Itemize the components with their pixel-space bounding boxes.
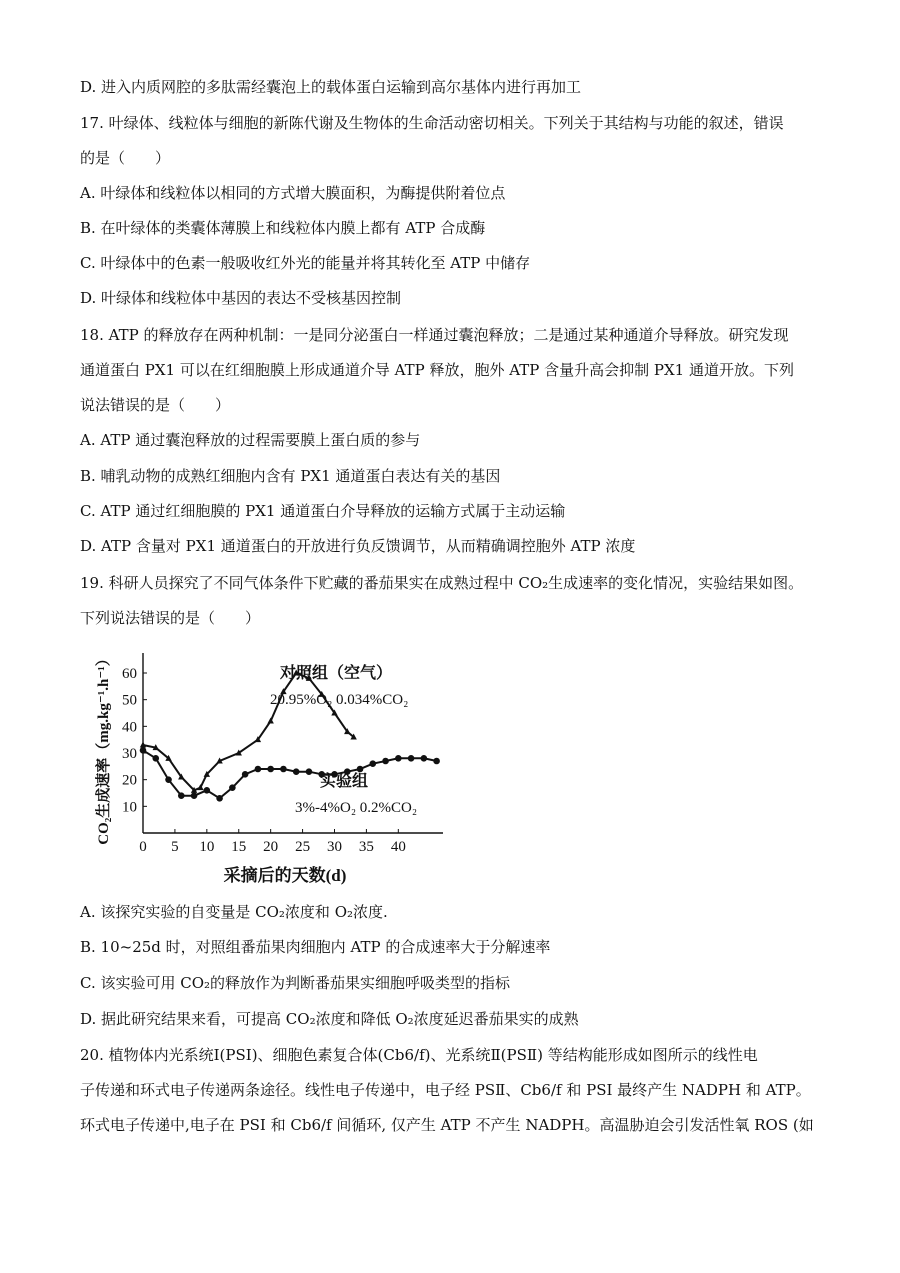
data-point — [306, 768, 313, 775]
data-point — [357, 766, 364, 773]
text-line: B. 哺乳动物的成熟红细胞内含有 PX1 通道蛋白表达有关的基因 — [80, 467, 501, 485]
data-point — [421, 755, 428, 762]
chart-axes — [122, 653, 443, 855]
data-point — [395, 755, 402, 762]
x-tick-label: 35 — [358, 839, 374, 855]
x-tick-label: 0 — [139, 839, 147, 855]
text-line: C. 该实验可用 CO₂的释放作为判断番茄果实细胞呼吸类型的指标 — [80, 974, 511, 992]
text-line: 19. 科研人员探究了不同气体条件下贮藏的番茄果实在成熟过程中 CO₂生成速率的变化情况，实验结果如图。 — [80, 574, 804, 592]
x-tick-label: 5 — [171, 839, 179, 855]
x-tick-label: 30 — [326, 839, 342, 855]
x-tick-label: 15 — [231, 839, 247, 855]
data-point — [140, 747, 147, 754]
data-point — [191, 792, 198, 799]
data-point — [293, 768, 300, 775]
co2-rate-chart — [90, 640, 470, 890]
data-point — [369, 760, 376, 767]
y-tick-label: 20 — [122, 772, 137, 789]
x-tick-label: 25 — [295, 839, 311, 855]
x-axis-title: 采摘后的天数(d) — [223, 866, 347, 885]
series-name-label: 对照组（空气） — [280, 665, 393, 682]
text-line: D. 据此研究结果来看，可提高 CO₂浓度和降低 O₂浓度延迟番茄果实的成熟 — [80, 1010, 579, 1028]
text-line: A. 该探究实验的自变量是 CO₂浓度和 O₂浓度. — [80, 903, 388, 921]
data-point — [267, 766, 274, 773]
data-point — [178, 792, 185, 799]
series-line-2 — [143, 750, 437, 798]
x-tick-label: 40 — [390, 839, 406, 855]
y-axis-title: CO₂生成速率（mg.kg⁻¹.h⁻¹） — [96, 651, 112, 845]
data-point — [204, 787, 211, 794]
text-line: A. 叶绿体和线粒体以相同的方式增大膜面积，为酶提供附着位点 — [80, 184, 506, 202]
y-tick-label: 40 — [122, 719, 137, 736]
text-line: 20. 植物体内光系统Ⅰ(PSⅠ)、细胞色素复合体(Cb6/f)、光系统Ⅱ(PSⅡ) 等结构能形成如图所示的线性电 — [80, 1046, 758, 1064]
text-line: 下列说法错误的是（ ） — [80, 609, 261, 627]
x-tick-label: 20 — [263, 839, 279, 855]
y-tick-label: 60 — [122, 666, 137, 682]
chart-series — [140, 670, 440, 802]
text-line: C. ATP 通过红细胞膜的 PX1 通道蛋白介导释放的运输方式属于主动运输 — [80, 502, 566, 520]
text-line: A. ATP 通过囊泡释放的过程需要膜上蛋白质的参与 — [80, 431, 421, 449]
y-tick-label: 50 — [122, 692, 137, 709]
data-point — [229, 784, 236, 791]
text-line: 子传递和环式电子传递两条途径。线性电子传递中，电子经 PSⅡ、Cb6/f 和 PSI 最终产生 NADPH 和 ATP。 — [80, 1081, 811, 1099]
data-point — [433, 758, 440, 765]
data-point — [152, 755, 159, 762]
text-line: D. 叶绿体和线粒体中基因的表达不受核基因控制 — [80, 289, 402, 307]
text-line: B. 10~25d 时，对照组番茄果肉细胞内 ATP 的合成速率大于分解速率 — [80, 938, 551, 956]
text-line: 18. ATP 的释放存在两种机制：一是同分泌蛋白一样通过囊泡释放；二是通过某种通道介导释放。研究发现 — [80, 326, 789, 344]
y-tick-label: 30 — [122, 746, 137, 762]
y-tick-label: 10 — [122, 799, 137, 816]
text-line: D. 进入内质网腔的多肽需经囊泡上的载体蛋白运输到高尔基体内进行再加工 — [80, 78, 582, 96]
data-point — [216, 795, 223, 802]
data-point — [165, 776, 172, 783]
series-condition-label: 20.95%O₂ 0.034%CO₂ — [270, 692, 409, 708]
text-line: 17. 叶绿体、线粒体与细胞的新陈代谢及生物体的生命活动密切相关。下列关于其结构与功能的叙述，错误 — [80, 114, 784, 132]
text-line: 环式电子传递中,电子在 PSI 和 Cb6/f 间循环, 仅产生 ATP 不产生 NADPH。高温胁迫会引发活性氧 ROS (如 — [80, 1116, 814, 1134]
data-point — [382, 758, 389, 765]
text-line: 的是（ ） — [80, 149, 171, 167]
text-line: C. 叶绿体中的色素一般吸收红外光的能量并将其转化至 ATP 中储存 — [80, 254, 531, 272]
text-line: B. 在叶绿体的类囊体薄膜上和线粒体内膜上都有 ATP 合成酶 — [80, 219, 486, 237]
data-point — [280, 766, 287, 773]
data-point — [408, 755, 415, 762]
x-tick-label: 10 — [199, 839, 215, 855]
text-line: 说法错误的是（ ） — [80, 396, 231, 414]
series-condition-label: 3%-4%O₂ 0.2%CO₂ — [295, 800, 418, 816]
text-line: 通道蛋白 PX1 可以在红细胞膜上形成通道介导 ATP 释放，胞外 ATP 含量升高会抑制 PX1 通道开放。下列 — [80, 361, 794, 379]
text-line: D. ATP 含量对 PX1 通道蛋白的开放进行负反馈调节，从而精确调控胞外 ATP 浓度 — [80, 537, 636, 555]
data-point — [255, 766, 262, 773]
series-name-label: 实验组 — [320, 773, 369, 790]
data-point — [242, 771, 249, 778]
